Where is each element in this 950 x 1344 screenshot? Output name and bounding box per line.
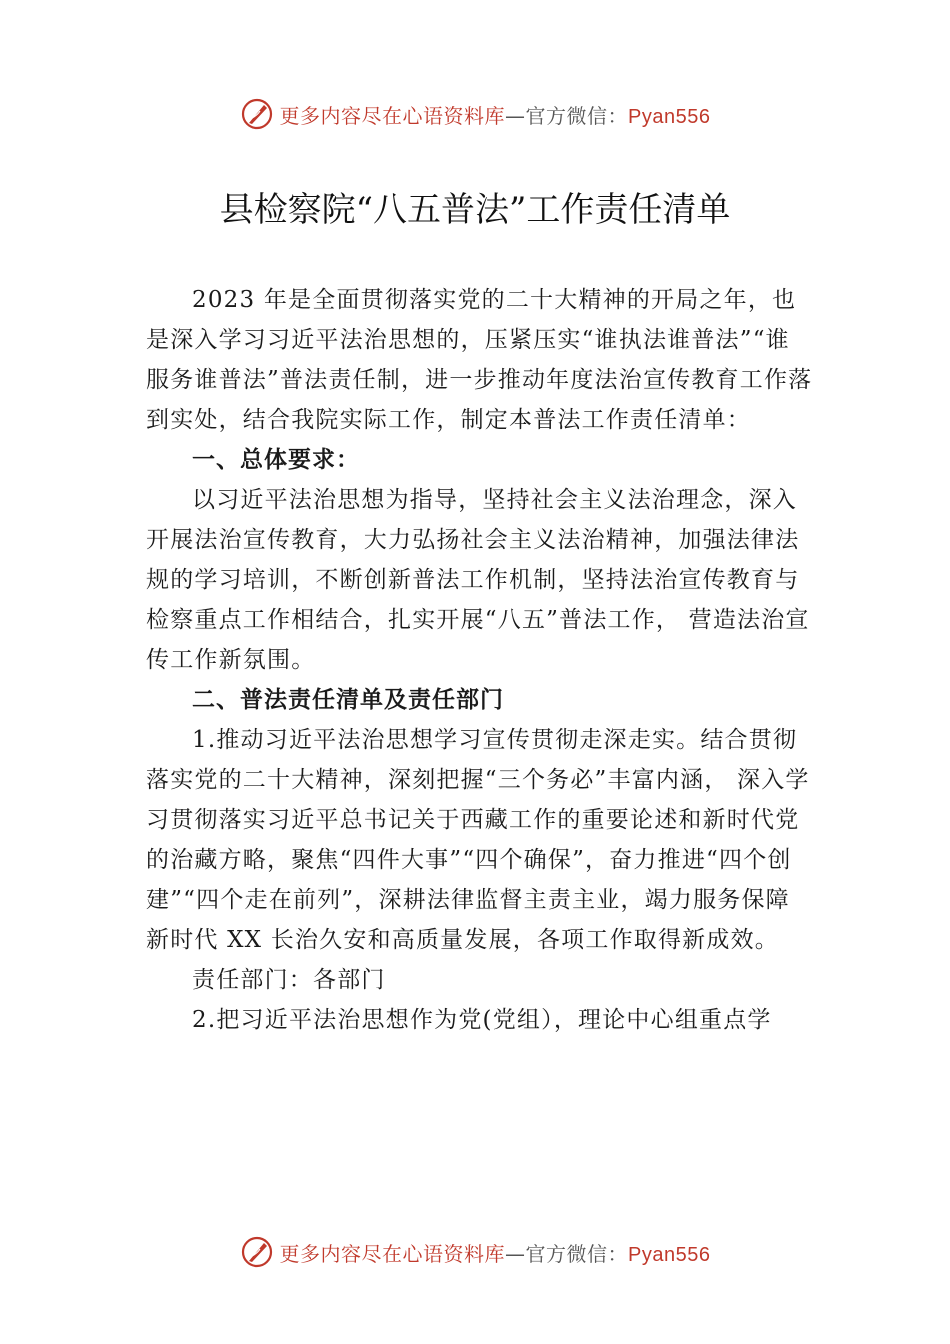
banner-text: [280, 100, 711, 129]
banner-label: 官方微信：: [525, 1241, 629, 1266]
document-body: [146, 280, 814, 1040]
banner-main: 更多内容尽在心语资料库: [279, 103, 506, 128]
section-heading-responsibility: 二、普法责任清单及责任部门: [192, 687, 504, 713]
item-2-paragraph: 2.把习近平法治思想作为党(党组），理论中心组重点学: [192, 1007, 772, 1033]
document-title: 县检察院“八五普法”工作责任清单: [219, 190, 731, 230]
banner-wechat-id: Pyan556: [628, 105, 711, 128]
banner-dash: —: [505, 103, 526, 128]
general-requirements-paragraph: 以习近平法治思想为指导，坚持社会主义法治理念，深入开展法治宣传教育，大力弘扬社会主义法治精神，加强法律法规的学习培训，不断创新普法工作机制，坚持法治宣传教育与检察重点工作相结合，扎实开展“八五”普法工作， 营造法治宣传工作新氛围。: [146, 487, 810, 673]
banner-main: 更多内容尽在心语资料库: [279, 1241, 506, 1266]
banner-wechat-id: Pyan556: [628, 1243, 711, 1266]
quill-logo-icon: [240, 97, 274, 131]
header-banner: [0, 94, 950, 134]
footer-banner: [0, 1232, 950, 1272]
banner-text: [280, 1238, 711, 1267]
item-1-paragraph: 1.推动习近平法治思想学习宣传贯彻走深走实。结合贯彻落实党的二十大精神，深刻把握“三个务必”丰富内涵， 深入学习贯彻落实习近平总书记关于西藏工作的重要论述和新时代党的治藏方略，聚焦“四件大事”“四个确保”，奋力推进“四个创建”“四个走在前列”，深耕法律监督主责主业，竭力服务保障新时代 XX 长治久安和高质量发展，各项工作取得新成效。: [146, 727, 810, 953]
responsible-department: 责任部门：各部门: [192, 967, 386, 993]
intro-paragraph: 2023 年是全面贯彻落实党的二十大精神的开局之年，也是深入学习习近平法治思想的，压紧压实“谁执法谁普法”“谁服务谁普法”普法责任制，进一步推动年度法治宣传教育工作落到实处，结合我院实际工作，制定本普法工作责任清单：: [146, 287, 813, 433]
banner-dash: —: [505, 1241, 526, 1266]
section-heading-general: 一、总体要求：: [192, 447, 360, 473]
banner-label: 官方微信：: [525, 103, 629, 128]
quill-logo-icon: [240, 1235, 274, 1269]
